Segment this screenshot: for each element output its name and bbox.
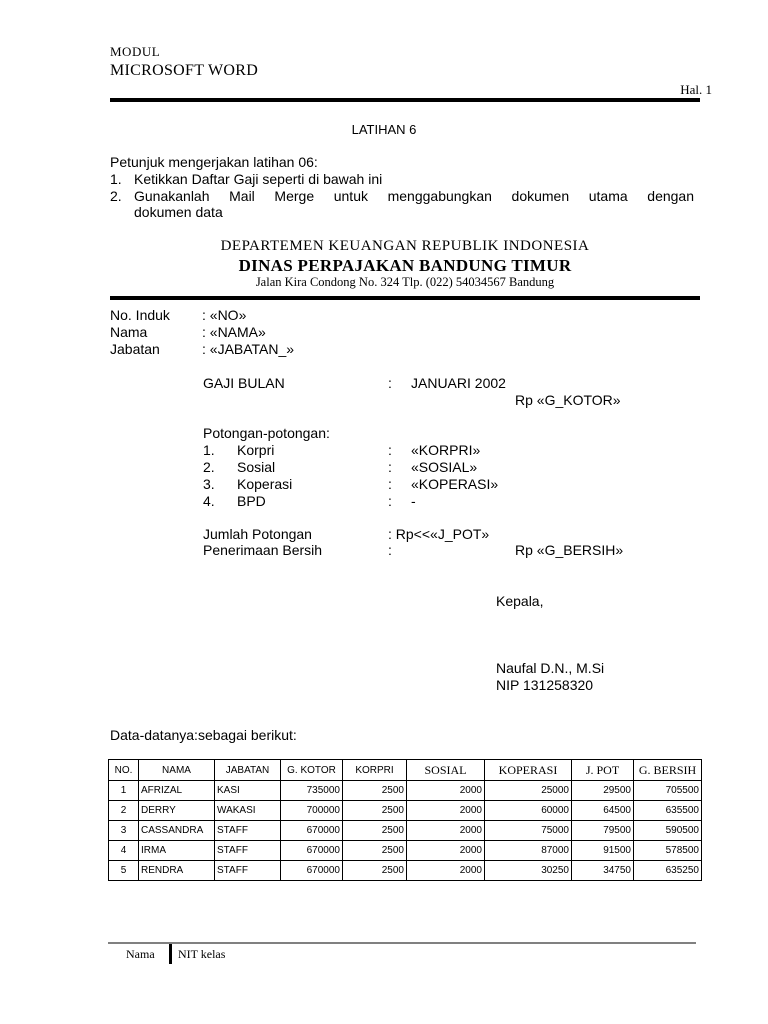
cell-korpri: 2500 — [343, 861, 407, 881]
deduction-2-value: «SOSIAL» — [411, 459, 478, 475]
cell-no: 5 — [109, 861, 139, 881]
signature-title: Kepala, — [496, 593, 544, 609]
deduction-4-colon: : — [388, 493, 392, 509]
cell-korpri: 2500 — [343, 821, 407, 841]
col-header-koperasi: KOPERASI — [485, 760, 572, 781]
table-row — [109, 821, 702, 841]
cell-korpri: 2500 — [343, 841, 407, 861]
cell-sosial: 2000 — [407, 801, 485, 821]
deduction-1-label: Korpri — [237, 442, 275, 458]
table-row — [109, 841, 702, 861]
deduction-3-value: «KOPERASI» — [411, 476, 499, 492]
cell-nama: AFRIZAL — [139, 781, 215, 801]
cell-korpri: 2500 — [343, 801, 407, 821]
col-header-sosial: SOSIAL — [407, 760, 485, 781]
deduction-3-label: Koperasi — [237, 476, 293, 492]
deduction-4-number: 4. — [203, 493, 215, 509]
jabatan-label: Jabatan — [110, 341, 160, 357]
cell-sosial: 2000 — [407, 821, 485, 841]
cell-jabatan: STAFF — [215, 821, 281, 841]
gaji-month: JANUARI 2002 — [411, 375, 506, 391]
footer-rule — [108, 942, 696, 944]
potongan-title: Potongan-potongan: — [203, 425, 330, 441]
cell-g-bersih: 635250 — [634, 861, 702, 881]
penerimaan-bersih-value: Rp «G_BERSIH» — [515, 542, 624, 558]
page-number: Hal. 1 — [680, 82, 712, 97]
cell-nama: IRMA — [139, 841, 215, 861]
cell-sosial: 2000 — [407, 781, 485, 801]
cell-j-pot: 91500 — [572, 841, 634, 861]
jumlah-potongan-label: Jumlah Potongan — [203, 526, 312, 542]
instruction-intro: Petunjuk mengerjakan latihan 06: — [110, 154, 318, 170]
deduction-2-colon: : — [388, 459, 392, 475]
document-title: MICROSOFT WORD — [110, 62, 259, 79]
cell-g-kotor: 700000 — [281, 801, 343, 821]
cell-g-bersih: 590500 — [634, 821, 702, 841]
col-header-jabatan: JABATAN — [215, 760, 281, 781]
footer-separator — [169, 944, 172, 964]
jumlah-potongan-value: : Rp<<«J_POT» — [388, 526, 490, 542]
cell-no: 4 — [109, 841, 139, 861]
cell-j-pot: 64500 — [572, 801, 634, 821]
cell-jabatan: STAFF — [215, 841, 281, 861]
cell-koperasi: 60000 — [485, 801, 572, 821]
cell-j-pot: 34750 — [572, 861, 634, 881]
cell-g-bersih: 635500 — [634, 801, 702, 821]
cell-j-pot: 79500 — [572, 821, 634, 841]
col-header-no: NO. — [109, 760, 139, 781]
cell-g-bersih: 578500 — [634, 841, 702, 861]
header-rule — [110, 98, 700, 102]
no-induk-value: : «NO» — [202, 307, 247, 323]
deduction-3-number: 3. — [203, 476, 215, 492]
cell-g-bersih: 705500 — [634, 781, 702, 801]
step-1-number: 1. — [110, 171, 122, 187]
cell-nama: CASSANDRA — [139, 821, 215, 841]
step-2-number: 2. — [110, 188, 122, 204]
cell-g-kotor: 670000 — [281, 841, 343, 861]
table-row — [109, 861, 702, 881]
cell-sosial: 2000 — [407, 861, 485, 881]
deduction-2-number: 2. — [203, 459, 215, 475]
cell-koperasi: 75000 — [485, 821, 572, 841]
deduction-2-label: Sosial — [237, 459, 276, 475]
deduction-1-colon: : — [388, 442, 392, 458]
cell-no: 1 — [109, 781, 139, 801]
gaji-kotor: Rp «G_KOTOR» — [515, 392, 621, 408]
footer-nit-kelas: NIT kelas — [178, 947, 226, 961]
nama-label: Nama — [110, 324, 148, 340]
cell-koperasi: 87000 — [485, 841, 572, 861]
cell-nama: DERRY — [139, 801, 215, 821]
gaji-label: GAJI BULAN — [203, 375, 285, 391]
cell-korpri: 2500 — [343, 781, 407, 801]
cell-sosial: 2000 — [407, 841, 485, 861]
cell-jabatan: KASI — [215, 781, 281, 801]
no-induk-label: No. Induk — [110, 307, 170, 323]
cell-jabatan: STAFF — [215, 861, 281, 881]
letterhead-office: DINAS PERPAJAKAN BANDUNG TIMUR — [238, 256, 572, 275]
jabatan-value: : «JABATAN_» — [202, 341, 295, 357]
table-header-row — [109, 760, 702, 781]
cell-j-pot: 29500 — [572, 781, 634, 801]
salary-data-table — [108, 759, 702, 881]
footer-name: Nama — [126, 947, 155, 961]
col-header-g-kotor: G. KOTOR — [281, 760, 343, 781]
deduction-4-label: BPD — [237, 493, 266, 509]
cell-g-kotor: 670000 — [281, 821, 343, 841]
cell-koperasi: 30250 — [485, 861, 572, 881]
step-1-text: Ketikkan Daftar Gaji seperti di bawah ini — [134, 171, 383, 187]
deduction-4-value: - — [411, 493, 416, 509]
cell-jabatan: WAKASI — [215, 801, 281, 821]
signature-name: Naufal D.N., M.Si — [496, 660, 605, 676]
letterhead-rule — [110, 296, 700, 300]
module-label: MODUL — [110, 44, 161, 59]
data-intro: Data-datanya:sebagai berikut: — [110, 727, 297, 743]
penerimaan-bersih-colon: : — [388, 542, 392, 558]
cell-koperasi: 25000 — [485, 781, 572, 801]
letterhead-address: Jalan Kira Condong No. 324 Tlp. (022) 54034567 Bandung — [255, 275, 555, 289]
cell-g-kotor: 670000 — [281, 861, 343, 881]
step-2-text-line1: Gunakanlah Mail Merge untuk menggabungkan dokumen utama dengan — [134, 188, 694, 204]
col-header-korpri: KORPRI — [343, 760, 407, 781]
cell-no: 2 — [109, 801, 139, 821]
gaji-colon: : — [388, 375, 392, 391]
penerimaan-bersih-label: Penerimaan Bersih — [203, 542, 323, 558]
nama-value: : «NAMA» — [202, 324, 266, 340]
cell-no: 3 — [109, 821, 139, 841]
exercise-title: LATIHAN 6 — [351, 122, 417, 137]
cell-g-kotor: 735000 — [281, 781, 343, 801]
deduction-1-value: «KORPRI» — [411, 442, 481, 458]
table-row — [109, 801, 702, 821]
deduction-1-number: 1. — [203, 442, 215, 458]
step-2-text-line2: dokumen data — [134, 204, 223, 220]
table-row — [109, 781, 702, 801]
cell-nama: RENDRA — [139, 861, 215, 881]
signature-nip: NIP 131258320 — [496, 677, 594, 693]
col-header-j-pot: J. POT — [572, 760, 634, 781]
deduction-3-colon: : — [388, 476, 392, 492]
col-header-g-bersih: G. BERSIH — [634, 760, 702, 781]
col-header-nama: NAMA — [139, 760, 215, 781]
letterhead-department: DEPARTEMEN KEUANGAN REPUBLIK INDONESIA — [220, 238, 590, 254]
